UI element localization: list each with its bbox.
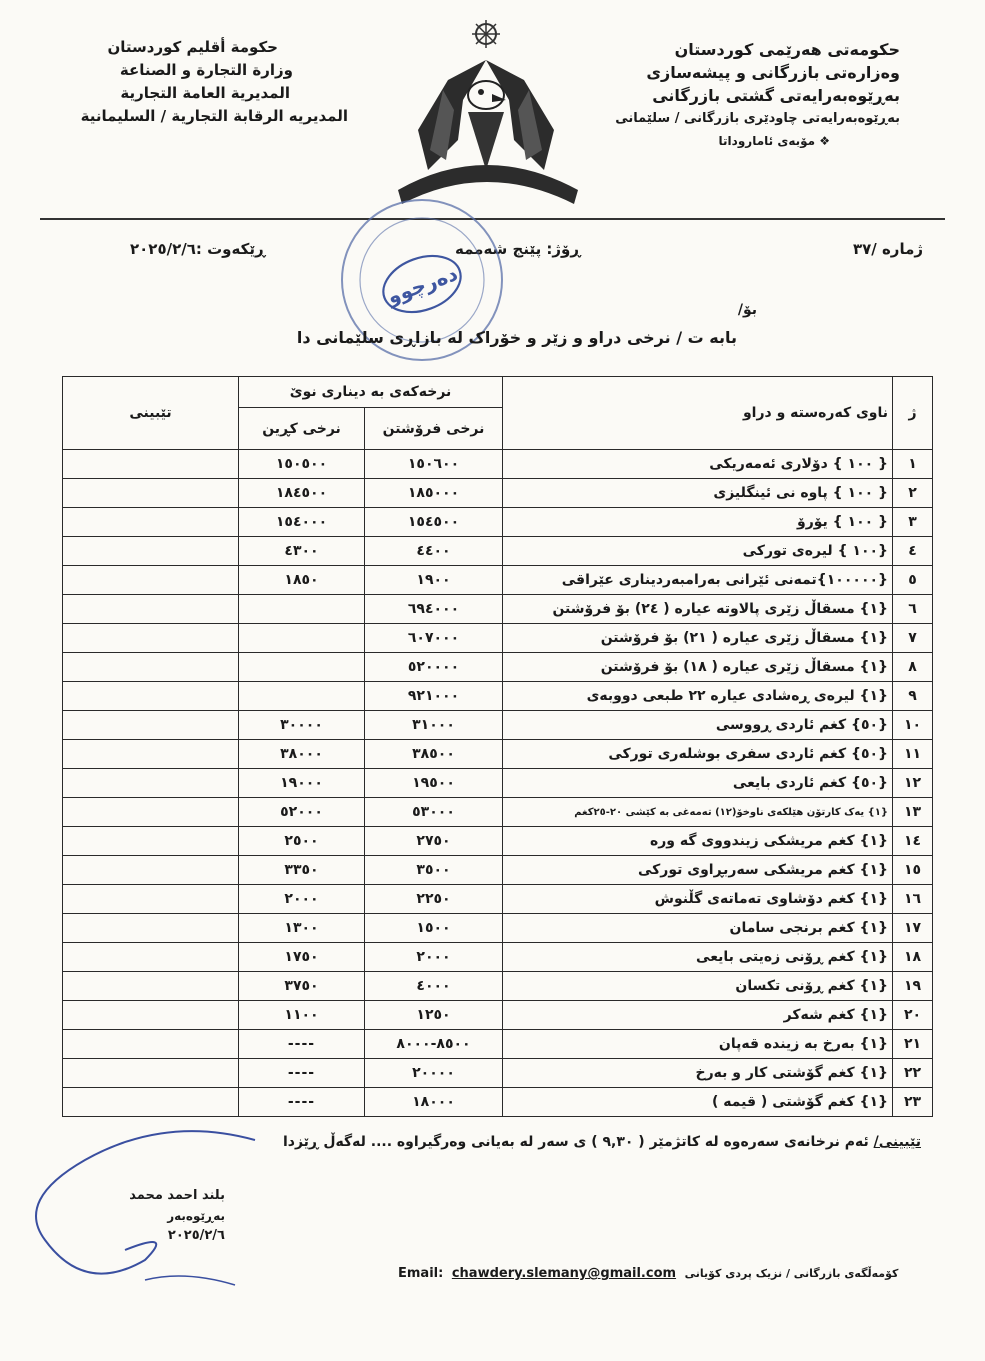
row-sell-price: ٤٠٠٠ <box>365 972 503 1001</box>
row-item: { ١٠٠ } یۆرۆ <box>503 508 893 537</box>
kurdish-gov: حکومەتی هەرێمی کوردستان <box>674 40 900 59</box>
subject-line: بابە ت / نرخی دراو و زێر و خۆراک لە بازاڕی سلێمانی دا <box>296 328 737 347</box>
row-buy-price: ١٥٤٠٠٠ <box>239 508 365 537</box>
row-buy-price: ١٧٥٠ <box>239 943 365 972</box>
row-index: ١٥ <box>893 856 933 885</box>
row-notes <box>63 1001 239 1030</box>
row-item: {١} بەرخ بە زیندە قەپان <box>503 1030 893 1059</box>
row-buy-price: ---- <box>239 1088 365 1117</box>
footer <box>398 1266 898 1281</box>
row-buy-price: ٣٠٠٠٠ <box>239 711 365 740</box>
header-index: ژ <box>893 377 933 450</box>
row-item: {١} کغم مریشکی زیندووی گە ورە <box>503 827 893 856</box>
row-buy-price <box>239 595 365 624</box>
table-row <box>63 479 933 508</box>
table-row <box>63 914 933 943</box>
table-row <box>63 769 933 798</box>
row-notes <box>63 595 239 624</box>
table-row <box>63 827 933 856</box>
row-buy-price <box>239 682 365 711</box>
row-index: ٢ <box>893 479 933 508</box>
row-sell-price: ٥٢٠٠٠٠ <box>365 653 503 682</box>
table-row <box>63 508 933 537</box>
row-index: ١٢ <box>893 769 933 798</box>
table-row <box>63 740 933 769</box>
document-day: ڕۆژ: پێنج شەممە <box>455 240 581 258</box>
row-index: ٢٢ <box>893 1059 933 1088</box>
table-row <box>63 1088 933 1117</box>
row-notes <box>63 537 239 566</box>
footnote-label: تێبینی/ <box>873 1134 921 1150</box>
row-item: {١} یەک کارتۆن هێلکەی ناوخۆ(١٢) تەمەغی بە کێشی ٢٠-٢٥کغم <box>503 798 893 827</box>
row-buy-price <box>239 653 365 682</box>
row-index: ٢١ <box>893 1030 933 1059</box>
row-sell-price: ٣١٠٠٠ <box>365 711 503 740</box>
row-item: {٥٠} کغم ئاردی سفری بوشلەری تورکی <box>503 740 893 769</box>
row-buy-price: ٤٣٠٠ <box>239 537 365 566</box>
table-row <box>63 537 933 566</box>
table-row <box>63 798 933 827</box>
header-buy: نرخی کڕین <box>239 408 365 450</box>
row-notes <box>63 508 239 537</box>
row-notes <box>63 711 239 740</box>
footer-address: کۆمەڵگەی بازرگانی / نزیک پردی کۆیانی <box>684 1267 899 1280</box>
row-sell-price: ٨٥٠٠-٨٠٠٠ <box>365 1030 503 1059</box>
row-item: {١} کغم گۆشتی کار و بەرخ <box>503 1059 893 1088</box>
row-notes <box>63 798 239 827</box>
row-index: ١٨ <box>893 943 933 972</box>
row-notes <box>63 972 239 1001</box>
header-price-group: نرخەکەی بە دیناری نوێ <box>239 377 503 408</box>
table-row <box>63 1030 933 1059</box>
row-sell-price: ٤٤٠٠ <box>365 537 503 566</box>
addressee: بۆ/ <box>737 302 757 318</box>
table-row <box>63 1001 933 1030</box>
row-sell-price: ١٩٠٠ <box>365 566 503 595</box>
signer-title: بەڕێوەبەر <box>167 1209 225 1223</box>
row-index: ٨ <box>893 653 933 682</box>
row-sell-price: ٣٨٥٠٠ <box>365 740 503 769</box>
row-buy-price: ٢٠٠٠ <box>239 885 365 914</box>
row-notes <box>63 450 239 479</box>
row-notes <box>63 682 239 711</box>
row-notes <box>63 566 239 595</box>
price-table <box>62 376 933 1117</box>
row-index: ٧ <box>893 624 933 653</box>
row-item: {١} کغم ڕۆنی زەیتی بایعی <box>503 943 893 972</box>
table-row <box>63 682 933 711</box>
row-index: ٢٠ <box>893 1001 933 1030</box>
row-sell-price: ١٨٠٠٠ <box>365 1088 503 1117</box>
arabic-gov: حكومة أقليم كوردستان <box>107 38 278 56</box>
row-item: {١} کغم گۆشتی ( قیمە ) <box>503 1088 893 1117</box>
arabic-ministry: وزارة التجارة و الصناعة <box>119 61 293 79</box>
row-sell-price: ١٥٠٦٠٠ <box>365 450 503 479</box>
row-notes <box>63 1030 239 1059</box>
row-notes <box>63 479 239 508</box>
row-notes <box>63 914 239 943</box>
row-sell-price: ٢٢٥٠ <box>365 885 503 914</box>
row-item: {١٠٠ } لیرەی تورکی <box>503 537 893 566</box>
row-item: {١} کغم ڕۆنی تکسان <box>503 972 893 1001</box>
row-sell-price: ٩٢١٠٠٠ <box>365 682 503 711</box>
row-index: ٦ <box>893 595 933 624</box>
header-notes: تێبینی <box>63 377 239 450</box>
arabic-directorate: المديرية العامة التجارية <box>120 84 290 102</box>
table-row <box>63 624 933 653</box>
table-row <box>63 711 933 740</box>
row-buy-price: ١٣٠٠ <box>239 914 365 943</box>
row-sell-price: ٢٠٠٠ <box>365 943 503 972</box>
price-table-body <box>63 450 933 1117</box>
row-sell-price: ١٩٥٠٠ <box>365 769 503 798</box>
row-item: {١} کغم برنجی سامان <box>503 914 893 943</box>
row-buy-price: ٣٣٥٠ <box>239 856 365 885</box>
header-item: ناوی کەرەستە و دراو <box>503 377 893 450</box>
row-notes <box>63 885 239 914</box>
row-notes <box>63 943 239 972</box>
row-sell-price: ٦٩٤٠٠٠ <box>365 595 503 624</box>
row-index: ١ <box>893 450 933 479</box>
table-row <box>63 450 933 479</box>
row-index: ١٠ <box>893 711 933 740</box>
row-item: {١} کغم شەکر <box>503 1001 893 1030</box>
row-index: ٩ <box>893 682 933 711</box>
signature-block <box>115 1186 225 1246</box>
row-sell-price: ٢٠٠٠٠ <box>365 1059 503 1088</box>
row-buy-price: ٢٥٠٠ <box>239 827 365 856</box>
row-sell-price: ٣٥٠٠ <box>365 856 503 885</box>
table-row <box>63 1059 933 1088</box>
row-item: {١} مسقاڵ زێری عیارە ( ١٨) بۆ فرۆشتن <box>503 653 893 682</box>
svg-text:✶ ✶ ✶: ✶ ✶ ✶ <box>473 185 499 194</box>
row-sell-price: ١٥٤٥٠٠ <box>365 508 503 537</box>
table-row <box>63 943 933 972</box>
table-row <box>63 972 933 1001</box>
row-notes <box>63 653 239 682</box>
footnote <box>283 1134 921 1150</box>
row-index: ٥ <box>893 566 933 595</box>
kurdish-header <box>560 38 900 153</box>
footnote-text: ئەم نرخانەی سەرەوە لە کاتژمێر ( ٩,٣٠ ) ی سەر لە بەیانی وەرگیراوە .... لەگەڵ ڕێزدا <box>282 1134 869 1150</box>
row-index: ١٧ <box>893 914 933 943</box>
row-sell-price: ٢٧٥٠ <box>365 827 503 856</box>
kurdish-ministry: وەزارەتی بازرگانی و پیشەسازی <box>646 63 900 82</box>
table-row <box>63 856 933 885</box>
signer-name: بلند احمد محمد <box>129 1188 225 1203</box>
row-buy-price: ---- <box>239 1030 365 1059</box>
table-row <box>63 653 933 682</box>
row-sell-price: ١٢٥٠ <box>365 1001 503 1030</box>
kurdish-office: بەڕێوەبەرایەتی چاودێری بازرگانی / سلێمانی <box>615 111 900 126</box>
row-notes <box>63 1088 239 1117</box>
row-notes <box>63 827 239 856</box>
row-index: ١٤ <box>893 827 933 856</box>
row-item: {٥٠} کغم ئاردی ڕووسی <box>503 711 893 740</box>
row-item: {١٠٠٠٠٠}تمەنی ئێرانی بەرامبەردیناری عێراقی <box>503 566 893 595</box>
row-buy-price: ١٩٠٠٠ <box>239 769 365 798</box>
row-buy-price: ١٨٤٥٠٠ <box>239 479 365 508</box>
row-buy-price <box>239 624 365 653</box>
kurdish-directorate: بەڕێوەبەرایەتی گشتی بازرگانی <box>652 86 900 105</box>
table-row <box>63 566 933 595</box>
row-item: {١} مسقاڵ زێری پالاوتە عیارە ( ٢٤) بۆ فرۆشتن <box>503 595 893 624</box>
row-notes <box>63 1059 239 1088</box>
header-sell: نرخی فرۆشتن <box>365 408 503 450</box>
row-buy-price: ١٨٥٠ <box>239 566 365 595</box>
row-item: {١} لیرەی ڕەشادی عیارە ٢٢ طبعی دووبەی <box>503 682 893 711</box>
document-date: ڕێکەوت :٢٠٢٥/٢/٦ <box>130 240 266 258</box>
arabic-office: المديريه الرقابة التجارية / السليمانية <box>80 107 348 125</box>
document-number: ژمارە /٣٧ <box>852 240 923 258</box>
row-buy-price: ---- <box>239 1059 365 1088</box>
email-label: Email: <box>398 1266 444 1281</box>
row-notes <box>63 624 239 653</box>
row-buy-price: ١٥٠٥٠٠ <box>239 450 365 479</box>
row-sell-price: ١٥٠٠ <box>365 914 503 943</box>
signature-date: ٢٠٢٥/٢/٦ <box>167 1228 225 1243</box>
kurdish-unit: ❖ مۆبەی ئاماروداتا <box>718 134 830 148</box>
email-link[interactable]: chawdery.slemany@gmail.com <box>451 1266 677 1281</box>
row-sell-price: ٦٠٧٠٠٠ <box>365 624 503 653</box>
row-buy-price: ٣٧٥٠ <box>239 972 365 1001</box>
row-sell-price: ١٨٥٠٠٠ <box>365 479 503 508</box>
row-item: { ١٠٠ } دۆلاری ئەمەریکی <box>503 450 893 479</box>
row-buy-price: ٥٢٠٠٠ <box>239 798 365 827</box>
row-item: {٥٠} کغم ئاردی بایعی <box>503 769 893 798</box>
row-index: ٣ <box>893 508 933 537</box>
row-index: ٤ <box>893 537 933 566</box>
row-item: { ١٠٠ } پاوە نی ئینگلیزی <box>503 479 893 508</box>
row-notes <box>63 740 239 769</box>
row-index: ١٩ <box>893 972 933 1001</box>
row-index: ١٣ <box>893 798 933 827</box>
row-item: {١} کغم مریشکی سەربڕاوی تورکی <box>503 856 893 885</box>
table-row <box>63 595 933 624</box>
arabic-header <box>68 36 348 128</box>
stamp-text: دەرچوو <box>383 261 461 309</box>
row-item: {١} مسقاڵ زێری عیارە ( ٢١) بۆ فرۆشتن <box>503 624 893 653</box>
row-sell-price: ٥٣٠٠٠ <box>365 798 503 827</box>
kurdistan-emblem-icon <box>388 20 588 210</box>
row-index: ١١ <box>893 740 933 769</box>
row-buy-price: ١١٠٠ <box>239 1001 365 1030</box>
row-index: ١٦ <box>893 885 933 914</box>
table-row <box>63 885 933 914</box>
row-index: ٢٣ <box>893 1088 933 1117</box>
row-buy-price: ٣٨٠٠٠ <box>239 740 365 769</box>
row-notes <box>63 856 239 885</box>
row-item: {١} کغم دۆشاوی تەماتەی گڵنوش <box>503 885 893 914</box>
row-notes <box>63 769 239 798</box>
